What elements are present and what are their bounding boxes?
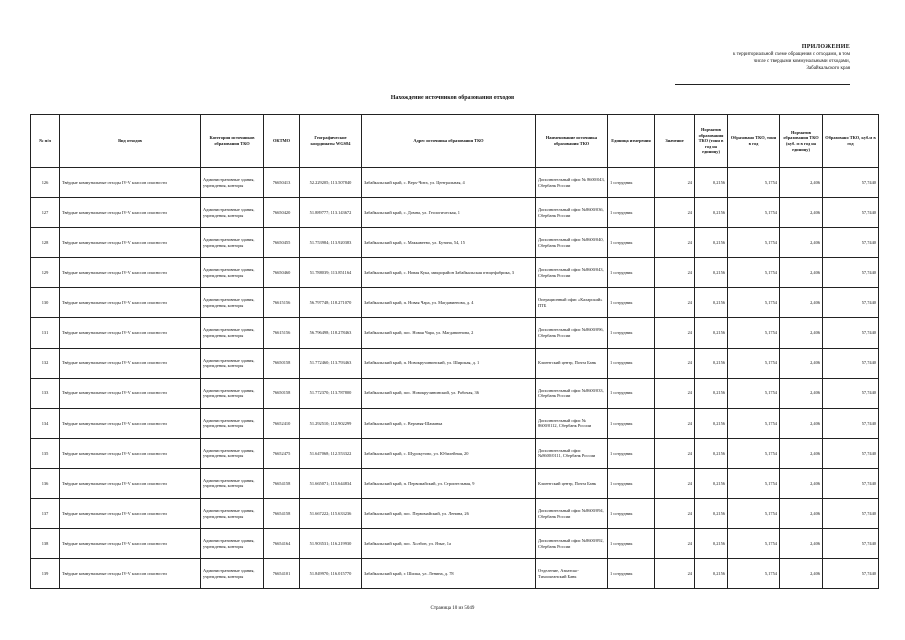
table-row: [31, 559, 879, 589]
source-name-cell: Дополнительный офис №8600/092, Сбербанк России: [536, 529, 608, 559]
waste-type-cell: Твёрдые коммунальные отходы IV-V классов опасности: [60, 198, 201, 228]
total-volume-cell: 57,7440: [823, 378, 879, 408]
total-volume-cell: 57,7440: [823, 258, 879, 288]
table-body: [31, 168, 879, 589]
waste-type-cell: Твёрдые коммунальные отходы IV-V классов опасности: [60, 468, 201, 498]
coordinates-cell: 51.788039; 113.851164: [300, 258, 362, 288]
table-row: [31, 288, 879, 318]
norm-volume-cell: 2,406: [780, 318, 823, 348]
unit-cell: 1 сотрудник: [608, 228, 655, 258]
waste-type-cell: Твёрдые коммунальные отходы IV-V классов опасности: [60, 559, 201, 589]
waste-type-cell: Твёрдые коммунальные отходы IV-V классов опасности: [60, 228, 201, 258]
total-volume-cell: 57,7440: [823, 468, 879, 498]
source-category-cell: Административные здания, учреждения, конторы: [201, 318, 264, 348]
table-row: [31, 228, 879, 258]
waste-type-cell: Твёрдые коммунальные отходы IV-V классов опасности: [60, 348, 201, 378]
document-title: Нахождение источников образования отходов: [390, 95, 515, 101]
norm-volume-cell: 2,406: [780, 168, 823, 198]
unit-cell: 1 сотрудник: [608, 168, 655, 198]
unit-cell: 1 сотрудник: [608, 529, 655, 559]
source-name-cell: Дополнительный офис №8600/043, Сбербанк России: [536, 258, 608, 288]
total-tons-cell: 5,1754: [728, 499, 780, 529]
coordinates-cell: 51.667222; 115.633236: [300, 499, 362, 529]
total-tons-cell: 5,1754: [728, 198, 780, 228]
source-category-cell: Административные здания, учреждения, конторы: [201, 288, 264, 318]
coordinates-cell: 51.772370; 113.787800: [300, 378, 362, 408]
total-volume-cell: 57,7440: [823, 348, 879, 378]
waste-type-cell: Твёрдые коммунальные отходы IV-V классов опасности: [60, 499, 201, 529]
row-number-cell: 136: [31, 468, 60, 498]
norm-tons-cell: 0,2156: [695, 288, 728, 318]
coordinates-cell: 56.796498; 118.278463: [300, 318, 362, 348]
row-number-cell: 135: [31, 438, 60, 468]
table-row: [31, 529, 879, 559]
page-number: Страница 10 из 5049: [430, 606, 475, 611]
oktmo-cell: 76615156: [264, 318, 300, 348]
value-cell: 24: [655, 168, 695, 198]
coordinates-cell: 51.772460; 113.793463: [300, 348, 362, 378]
source-name-cell: Клиентский центр, Почта Банк: [536, 348, 608, 378]
total-volume-cell: 57,7440: [823, 228, 879, 258]
table-row: [31, 468, 879, 498]
address-cell: Забайкальский край, с. Верхняя-Шаманка: [362, 408, 536, 438]
total-tons-cell: 5,1754: [728, 318, 780, 348]
total-volume-cell: 57,7440: [823, 168, 879, 198]
value-cell: 24: [655, 258, 695, 288]
value-cell: 24: [655, 228, 695, 258]
norm-tons-cell: 0,2156: [695, 348, 728, 378]
norm-tons-cell: 0,2156: [695, 438, 728, 468]
oktmo-cell: 76652475: [264, 438, 300, 468]
total-volume-cell: 57,7440: [823, 559, 879, 589]
header-cell: ОКТМО: [264, 115, 300, 168]
address-cell: Забайкальский край, с. Новая Кука, микрорайон Забайкальская птицефабрика, 3: [362, 258, 536, 288]
norm-volume-cell: 2,406: [780, 288, 823, 318]
address-cell: Забайкальский край, г. Шилка, ул. Ленина, д. 78: [362, 559, 536, 589]
row-number-cell: 132: [31, 348, 60, 378]
unit-cell: 1 сотрудник: [608, 348, 655, 378]
address-cell: Забайкальский край, с. Верх-Чита, ул. Центральная, 4: [362, 168, 536, 198]
row-number-cell: 139: [31, 559, 60, 589]
total-tons-cell: 5,1754: [728, 468, 780, 498]
table-row: [31, 318, 879, 348]
address-cell: Забайкальский край, п. Новая Чара, ул. Магдавиенова, д. 4: [362, 288, 536, 318]
address-cell: Забайкальский край, пос. Первомайский, ул. Ленина, 26: [362, 499, 536, 529]
value-cell: 24: [655, 559, 695, 589]
total-tons-cell: 5,1754: [728, 228, 780, 258]
waste-type-cell: Твёрдые коммунальные отходы IV-V классов опасности: [60, 318, 201, 348]
norm-tons-cell: 0,2156: [695, 529, 728, 559]
header-cell: Норматив образования ТКО (тонн в год на единицу): [695, 115, 728, 168]
unit-cell: 1 сотрудник: [608, 258, 655, 288]
table-row: [31, 198, 879, 228]
value-cell: 24: [655, 348, 695, 378]
oktmo-cell: 76650455: [264, 228, 300, 258]
appendix-line: к территориальной схеме обращения с отходами, в том: [733, 52, 850, 57]
address-cell: Забайкальский край, с. Домна, ул. Геологическая, 1: [362, 198, 536, 228]
source-name-cell: Дополнительный офис №8600/0111, Сбербанк России: [536, 438, 608, 468]
oktmo-cell: 76650158: [264, 348, 300, 378]
total-volume-cell: 57,7440: [823, 408, 879, 438]
source-name-cell: Дополнительный офис №8600/094, Сбербанк России: [536, 499, 608, 529]
norm-tons-cell: 0,2156: [695, 499, 728, 529]
unit-cell: 1 сотрудник: [608, 499, 655, 529]
row-number-cell: 137: [31, 499, 60, 529]
source-category-cell: Административные здания, учреждения, конторы: [201, 408, 264, 438]
oktmo-cell: 76652410: [264, 408, 300, 438]
coordinates-cell: 51.903531; 116.219930: [300, 529, 362, 559]
header-cell: Единица измерения: [608, 115, 655, 168]
norm-tons-cell: 0,2156: [695, 258, 728, 288]
norm-tons-cell: 0,2156: [695, 318, 728, 348]
source-category-cell: Административные здания, учреждения, конторы: [201, 499, 264, 529]
value-cell: 24: [655, 438, 695, 468]
appendix-divider: [675, 84, 850, 85]
total-tons-cell: 5,1754: [728, 529, 780, 559]
norm-volume-cell: 2,406: [780, 198, 823, 228]
unit-cell: 1 сотрудник: [608, 438, 655, 468]
appendix-line: числе с твердыми коммунальными отходами,: [753, 59, 850, 64]
waste-type-cell: Твёрдые коммунальные отходы IV-V классов опасности: [60, 288, 201, 318]
source-category-cell: Административные здания, учреждения, конторы: [201, 228, 264, 258]
address-cell: Забайкальский край, пос. Холбон, ул. Язые, 1а: [362, 529, 536, 559]
norm-volume-cell: 2,406: [780, 468, 823, 498]
header-cell: Географические координаты WGS84: [300, 115, 362, 168]
header-cell: Наименование источника образования ТКО: [536, 115, 608, 168]
norm-volume-cell: 2,406: [780, 408, 823, 438]
total-tons-cell: 5,1754: [728, 408, 780, 438]
oktmo-cell: 76650158: [264, 378, 300, 408]
norm-volume-cell: 2,406: [780, 378, 823, 408]
value-cell: 24: [655, 468, 695, 498]
norm-volume-cell: 2,406: [780, 438, 823, 468]
unit-cell: 1 сотрудник: [608, 468, 655, 498]
total-tons-cell: 5,1754: [728, 559, 780, 589]
value-cell: 24: [655, 408, 695, 438]
header-cell: Норматив образования ТКО (куб. м в год на единицу): [780, 115, 823, 168]
total-tons-cell: 5,1754: [728, 438, 780, 468]
appendix-heading: ПРИЛОЖЕНИЕ: [801, 44, 850, 50]
total-volume-cell: 57,7440: [823, 499, 879, 529]
norm-volume-cell: 2,406: [780, 499, 823, 529]
unit-cell: 1 сотрудник: [608, 318, 655, 348]
value-cell: 24: [655, 499, 695, 529]
table-row: [31, 499, 879, 529]
unit-cell: 1 сотрудник: [608, 408, 655, 438]
source-category-cell: Административные здания, учреждения, конторы: [201, 348, 264, 378]
norm-tons-cell: 0,2156: [695, 468, 728, 498]
unit-cell: 1 сотрудник: [608, 288, 655, 318]
source-name-cell: Дополнительный офис №8600/036, Сбербанк России: [536, 198, 608, 228]
header-cell: Образовано ТКО, куб.м в год: [823, 115, 879, 168]
value-cell: 24: [655, 198, 695, 228]
oktmo-cell: 76650420: [264, 198, 300, 228]
row-number-cell: 130: [31, 288, 60, 318]
row-number-cell: 127: [31, 198, 60, 228]
waste-sources-table: [30, 114, 879, 589]
header-cell: Вид отходов: [60, 115, 201, 168]
value-cell: 24: [655, 378, 695, 408]
header-cell: № п/п: [31, 115, 60, 168]
header-cell: Категория источников образования ТКО: [201, 115, 264, 168]
norm-volume-cell: 2,406: [780, 258, 823, 288]
norm-tons-cell: 0,2156: [695, 378, 728, 408]
coordinates-cell: 51.665071; 115.644834: [300, 468, 362, 498]
coordinates-cell: 56.797748; 118.271070: [300, 288, 362, 318]
norm-volume-cell: 2,406: [780, 529, 823, 559]
row-number-cell: 126: [31, 168, 60, 198]
norm-tons-cell: 0,2156: [695, 198, 728, 228]
source-category-cell: Административные здания, учреждения, конторы: [201, 198, 264, 228]
total-volume-cell: 57,7440: [823, 438, 879, 468]
norm-volume-cell: 2,406: [780, 559, 823, 589]
waste-type-cell: Твёрдые коммунальные отходы IV-V классов опасности: [60, 438, 201, 468]
appendix-line: Забайкальского края: [806, 66, 850, 71]
address-cell: Забайкальский край, пос. Новокручининский, ул. Рабочая, 36: [362, 378, 536, 408]
row-number-cell: 129: [31, 258, 60, 288]
waste-type-cell: Твёрдые коммунальные отходы IV-V классов опасности: [60, 408, 201, 438]
header-cell: Адрес источника образования ТКО: [362, 115, 536, 168]
coordinates-cell: 52.229205; 113.507840: [300, 168, 362, 198]
source-category-cell: Административные здания, учреждения, конторы: [201, 378, 264, 408]
coordinates-cell: 51.647068; 112.553322: [300, 438, 362, 468]
source-category-cell: Административные здания, учреждения, конторы: [201, 468, 264, 498]
source-name-cell: Операционный офис «Каларский» ПТБ: [536, 288, 608, 318]
source-name-cell: Дополнительный офис №8600/033, Сбербанк России: [536, 378, 608, 408]
table-row: [31, 408, 879, 438]
coordinates-cell: 51.849970; 116.015770: [300, 559, 362, 589]
norm-tons-cell: 0,2156: [695, 168, 728, 198]
unit-cell: 1 сотрудник: [608, 559, 655, 589]
source-name-cell: Дополнительный офис № 8600/0112, Сбербанк России: [536, 408, 608, 438]
table-row: [31, 438, 879, 468]
oktmo-cell: 76654164: [264, 529, 300, 559]
row-number-cell: 138: [31, 529, 60, 559]
source-name-cell: Дополнительный офис № 8600/043, Сбербанк России: [536, 168, 608, 198]
row-number-cell: 131: [31, 318, 60, 348]
coordinates-cell: 51.292510; 112.902299: [300, 408, 362, 438]
oktmo-cell: 76654158: [264, 499, 300, 529]
table-row: [31, 258, 879, 288]
source-name-cell: Клиентский центр, Почта Банк: [536, 468, 608, 498]
total-tons-cell: 5,1754: [728, 168, 780, 198]
table-row: [31, 378, 879, 408]
table-row: [31, 348, 879, 378]
coordinates-cell: 51.753984; 113.920383: [300, 228, 362, 258]
row-number-cell: 128: [31, 228, 60, 258]
coordinates-cell: 51.889777; 113.143672: [300, 198, 362, 228]
table-header-row: [31, 115, 879, 168]
oktmo-cell: 76650460: [264, 258, 300, 288]
oktmo-cell: 76615156: [264, 288, 300, 318]
header-cell: Значение: [655, 115, 695, 168]
total-volume-cell: 57,7440: [823, 529, 879, 559]
source-category-cell: Административные здания, учреждения, конторы: [201, 438, 264, 468]
row-number-cell: 133: [31, 378, 60, 408]
address-cell: Забайкальский край, с. Шурокутово, ул. Юбилейная, 20: [362, 438, 536, 468]
total-tons-cell: 5,1754: [728, 348, 780, 378]
total-volume-cell: 57,7440: [823, 198, 879, 228]
address-cell: Забайкальский край, пос. Новая Чара, ул. Магдавиенова, 2: [362, 318, 536, 348]
table-row: [31, 168, 879, 198]
oktmo-cell: 76654158: [264, 468, 300, 498]
value-cell: 24: [655, 288, 695, 318]
unit-cell: 1 сотрудник: [608, 198, 655, 228]
oktmo-cell: 76654101: [264, 559, 300, 589]
waste-type-cell: Твёрдые коммунальные отходы IV-V классов опасности: [60, 529, 201, 559]
waste-type-cell: Твёрдые коммунальные отходы IV-V классов опасности: [60, 168, 201, 198]
unit-cell: 1 сотрудник: [608, 378, 655, 408]
norm-volume-cell: 2,406: [780, 228, 823, 258]
appendix-block: [670, 44, 850, 72]
waste-type-cell: Твёрдые коммунальные отходы IV-V классов опасности: [60, 378, 201, 408]
norm-tons-cell: 0,2156: [695, 408, 728, 438]
value-cell: 24: [655, 318, 695, 348]
total-volume-cell: 57,7440: [823, 318, 879, 348]
total-tons-cell: 5,1754: [728, 378, 780, 408]
total-volume-cell: 57,7440: [823, 288, 879, 318]
norm-tons-cell: 0,2156: [695, 228, 728, 258]
norm-volume-cell: 2,406: [780, 348, 823, 378]
oktmo-cell: 76650413: [264, 168, 300, 198]
address-cell: Забайкальский край, п. Новокручининский, ул. Широкая, д. 1: [362, 348, 536, 378]
address-cell: Забайкальский край, п. Первомайский, ул. Строительная, 9: [362, 468, 536, 498]
source-category-cell: Административные здания, учреждения, конторы: [201, 559, 264, 589]
header-cell: Образовано ТКО, тонн в год: [728, 115, 780, 168]
source-category-cell: Административные здания, учреждения, конторы: [201, 529, 264, 559]
source-name-cell: Дополнительный офис №8600/096, Сбербанк России: [536, 318, 608, 348]
address-cell: Забайкальский край, с. Маккавеево, ул. Бутина, 54, 15: [362, 228, 536, 258]
value-cell: 24: [655, 529, 695, 559]
source-name-cell: Дополнительный офис №8600/040, Сбербанк России: [536, 228, 608, 258]
source-name-cell: Отделение, Азиатско-Тихоокеанский Банк: [536, 559, 608, 589]
norm-tons-cell: 0,2156: [695, 559, 728, 589]
source-category-cell: Административные здания, учреждения, конторы: [201, 168, 264, 198]
waste-type-cell: Твёрдые коммунальные отходы IV-V классов опасности: [60, 258, 201, 288]
total-tons-cell: 5,1754: [728, 288, 780, 318]
source-category-cell: Административные здания, учреждения, конторы: [201, 258, 264, 288]
row-number-cell: 134: [31, 408, 60, 438]
total-tons-cell: 5,1754: [728, 258, 780, 288]
